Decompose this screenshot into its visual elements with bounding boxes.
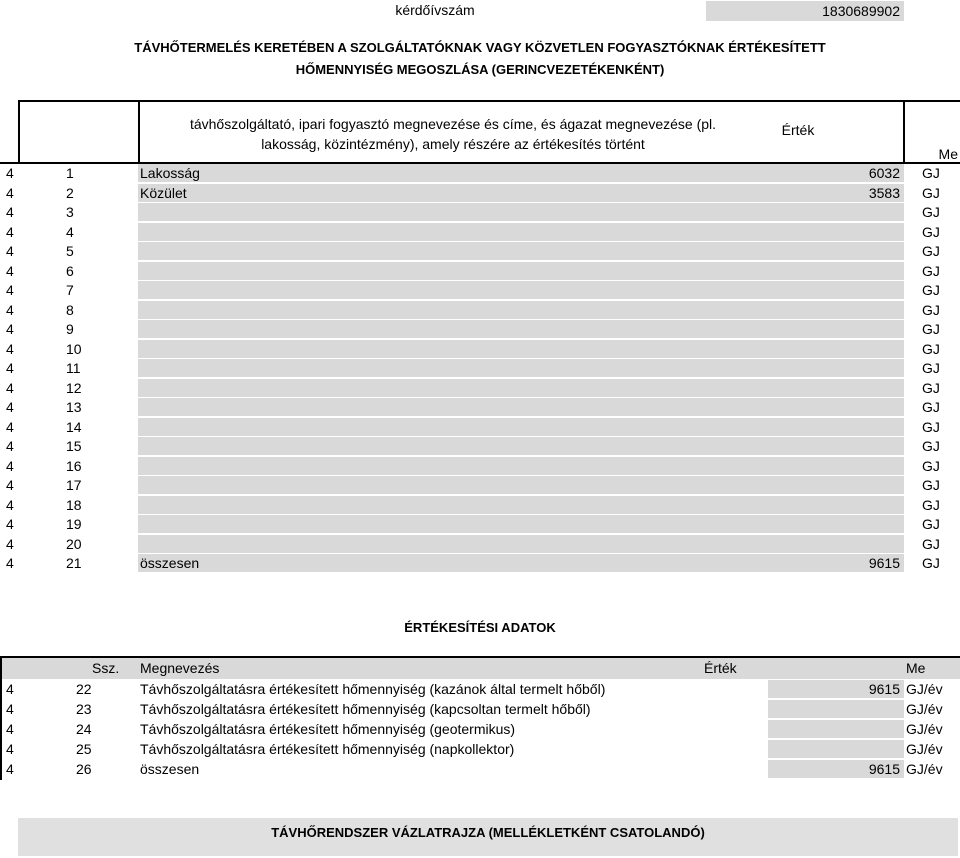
row-unit: GJ [922,321,940,337]
table-row [0,184,960,204]
table-row [0,554,960,574]
row-value-field[interactable] [768,398,904,416]
row-value-field[interactable] [768,418,904,436]
row-section-number: 4 [6,223,14,240]
row-name-field[interactable] [138,242,768,260]
table-row [0,720,960,741]
row-value-field[interactable] [768,301,904,319]
row-name-field[interactable] [138,496,768,514]
row-number: 15 [66,438,82,454]
row-name-field[interactable] [138,515,768,533]
row-number: 1 [66,165,74,181]
row-value-field[interactable] [768,359,904,377]
table-row [0,281,960,301]
row-name-field[interactable] [138,320,768,338]
row-section-number: 4 [6,535,14,552]
row-number: 24 [76,721,92,737]
row-value-field[interactable] [768,476,904,494]
row-value-field[interactable] [768,515,904,533]
row-name-field[interactable]: Lakosság [138,164,768,182]
row-number: 11 [66,360,81,376]
table-divider [903,100,905,162]
schematic-attachment-title: TÁVHŐRENDSZER VÁZLATRAJZA (MELLÉKLETKÉNT CSATOLANDÓ) [271,825,705,840]
row-section-number: 4 [6,301,14,318]
row-unit: GJ/év [906,721,943,737]
row-section-number: 4 [6,681,14,697]
table-row [0,242,960,262]
table-row [0,740,960,761]
row-unit: GJ [922,438,940,454]
row-name-field[interactable] [138,476,768,494]
table-border-top [18,100,960,102]
row-section-number: 4 [6,721,14,737]
row-name: Távhőszolgáltatásra értékesített hőmennyiség (kazánok által termelt hőből) [140,681,606,697]
row-unit: GJ [922,379,940,396]
row-number: 8 [66,301,74,318]
row-section-number: 4 [6,761,14,777]
table-border-left [18,100,20,162]
table-row [0,496,960,516]
table-row [0,515,960,535]
row-section-number: 4 [6,516,14,532]
row-value-field[interactable] [768,720,904,738]
table-row [0,535,960,555]
row-name-field[interactable] [138,398,768,416]
row-unit: GJ [922,418,940,435]
row-number: 23 [76,701,92,717]
row-value-field[interactable] [768,496,904,514]
row-value-field[interactable]: 3583 [768,184,904,202]
row-name-field[interactable] [138,418,768,436]
row-number: 10 [66,340,82,357]
row-name-field[interactable] [138,535,768,553]
row-unit: GJ [922,243,940,259]
row-unit: GJ [922,399,940,415]
row-section-number: 4 [6,418,14,435]
row-name-field[interactable] [138,457,768,475]
row-value-field[interactable] [768,320,904,338]
row-number: 17 [66,477,82,493]
row-number: 16 [66,457,82,474]
row-value-field[interactable] [768,242,904,260]
row-number: 9 [66,321,74,337]
row-value-field[interactable] [768,457,904,475]
row-unit: GJ [922,301,940,318]
row-section-number: 4 [6,282,14,298]
row-unit: GJ [922,360,940,376]
table-row [0,476,960,496]
row-unit: GJ [922,165,940,181]
column-header-value: Érték [704,660,737,676]
row-section-number: 4 [6,399,14,415]
table-row [0,379,960,399]
table-row [0,301,960,321]
table-row [0,437,960,457]
row-name-field[interactable]: összesen [138,554,768,572]
table-row [0,203,960,223]
row-name: Távhőszolgáltatásra értékesített hőmennyiség (napkollektor) [140,741,515,757]
row-name-field[interactable] [138,340,768,358]
column-header-name: Megnevezés [140,660,220,676]
row-value-field[interactable] [768,437,904,455]
row-unit: GJ/év [906,741,943,757]
row-unit: GJ [922,457,940,474]
table-row [0,398,960,418]
page-title-line2: HŐMENNYISÉG MEGOSZLÁSA (GERINCVEZETÉKENKÉNT) [295,62,665,77]
row-unit: GJ [922,184,940,201]
page-title-line1: TÁVHŐTERMELÉS KERETÉBEN A SZOLGÁLTATÓKNAK VAGY KÖZVETLEN FOGYASZTÓKNAK ÉRTÉKESÍTETT [134,40,826,55]
row-section-number: 4 [6,340,14,357]
row-number: 2 [66,184,74,201]
row-number: 7 [66,282,74,298]
row-number: 3 [66,204,74,220]
row-name-field[interactable] [138,379,768,397]
row-number: 22 [76,681,92,697]
row-value-field[interactable] [768,262,904,280]
row-value-field[interactable]: 9615 [768,554,904,572]
row-unit: GJ [922,282,940,298]
row-section-number: 4 [6,477,14,493]
row-unit: GJ [922,477,940,493]
sales-data-table [0,656,960,780]
table-row [0,164,960,184]
table-row [0,320,960,340]
table-row [0,680,960,701]
row-unit: GJ [922,535,940,552]
row-section-number: 4 [6,457,14,474]
column-header-name-line2: lakosság, közintézmény), amely részére az értékesítés történt [261,136,645,152]
row-name-field[interactable] [138,262,768,280]
row-section-number: 4 [6,243,14,259]
row-name-field[interactable] [138,203,768,221]
row-number: 21 [66,555,82,571]
table-row [0,418,960,438]
row-value-field[interactable]: 9615 [768,760,904,778]
row-unit: GJ [922,496,940,513]
row-name: Távhőszolgáltatásra értékesített hőmennyiség (kapcsoltan termelt hőből) [140,701,591,717]
table-divider [138,100,140,162]
row-name-field[interactable]: Közület [138,184,768,202]
row-number: 20 [66,535,82,552]
table-header-row [0,658,960,679]
row-name-field[interactable] [138,223,768,241]
row-number: 13 [66,399,82,415]
form-number-label: kérdőívszám [395,2,475,18]
table-row [0,340,960,360]
row-section-number: 4 [6,165,14,181]
row-section-number: 4 [6,496,14,513]
table-row [0,457,960,477]
column-header-ssz: Ssz. [92,660,120,676]
row-name: Távhőszolgáltatásra értékesített hőmennyiség (geotermikus) [140,721,516,737]
row-value-field[interactable] [768,223,904,241]
row-number: 6 [66,262,74,279]
table-row [0,760,960,781]
column-header-unit: Me [938,146,958,162]
row-number: 26 [76,761,92,777]
column-header-value: Érték [781,122,815,138]
row-unit: GJ [922,516,940,532]
row-value-field[interactable] [768,281,904,299]
table-row [0,359,960,379]
column-header-unit: Me [906,660,926,676]
table-row [0,262,960,282]
row-section-number: 4 [6,184,14,201]
table-header [0,100,960,162]
row-value-field[interactable] [768,535,904,553]
row-value-field[interactable] [768,340,904,358]
row-section-number: 4 [6,701,14,717]
row-unit: GJ/év [906,701,943,717]
row-value-field[interactable]: 6032 [768,164,904,182]
schematic-attachment-section [18,818,958,856]
row-section-number: 4 [6,262,14,279]
row-value-field[interactable]: 9615 [768,680,904,698]
row-name: összesen [140,761,200,777]
row-number: 5 [66,243,74,259]
table-row [0,223,960,243]
row-name-field[interactable] [138,301,768,319]
row-name-field[interactable] [138,437,768,455]
row-unit: GJ [922,555,940,571]
row-name-field[interactable] [138,359,768,377]
row-name-field[interactable] [138,281,768,299]
form-number-field[interactable]: 1830689902 [706,1,904,21]
row-value-field[interactable] [768,379,904,397]
row-value-field[interactable] [768,700,904,718]
row-section-number: 4 [6,741,14,757]
column-header-name-line1: távhőszolgáltató, ipari fogyasztó megnevezése és címe, és ágazat megnevezése (pl. [189,116,717,132]
column-header-name [138,114,768,154]
row-unit: GJ [922,340,940,357]
row-number: 4 [66,223,74,240]
row-value-field[interactable] [768,740,904,758]
row-section-number: 4 [6,555,14,571]
sales-data-title: ÉRTÉKESÍTÉSI ADATOK [404,620,556,635]
row-section-number: 4 [6,438,14,454]
row-section-number: 4 [6,321,14,337]
row-unit: GJ [922,223,940,240]
row-value-field[interactable] [768,203,904,221]
row-unit: GJ/év [906,681,943,697]
row-number: 12 [66,379,82,396]
table-row [0,700,960,721]
row-unit: GJ [922,262,940,279]
row-section-number: 4 [6,360,14,376]
row-number: 19 [66,516,82,532]
row-unit: GJ [922,204,940,220]
row-unit: GJ/év [906,761,943,777]
row-section-number: 4 [6,204,14,220]
row-number: 14 [66,418,82,435]
row-number: 18 [66,496,82,513]
row-section-number: 4 [6,379,14,396]
row-number: 25 [76,741,92,757]
